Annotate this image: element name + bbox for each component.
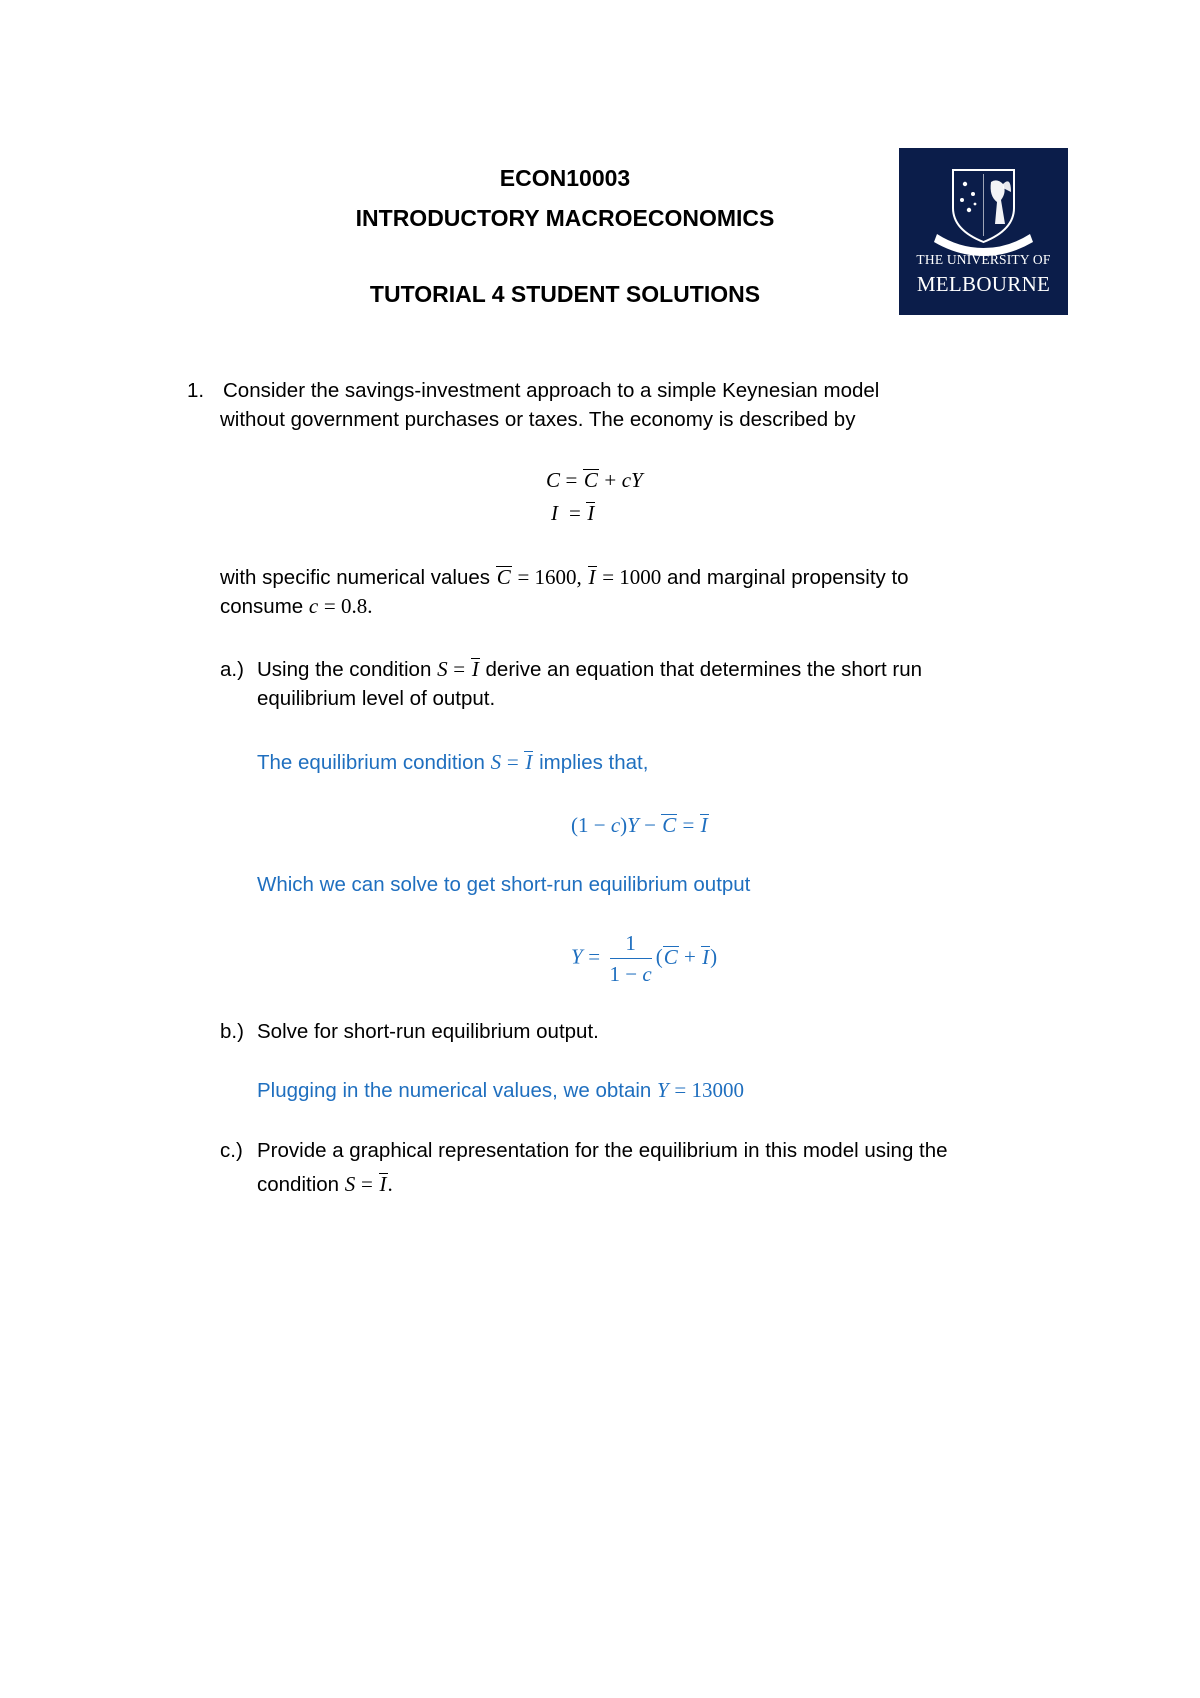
crest-icon xyxy=(899,148,1068,258)
part-a-question-line1: Using the condition S = I derive an equation that determines the short run xyxy=(257,657,922,681)
question-intro-line1: Consider the savings-investment approach to a simple Keynesian model xyxy=(223,379,880,402)
question-number: 1. xyxy=(187,379,205,402)
part-c-label: c.) xyxy=(220,1139,243,1162)
part-c-question-line1: Provide a graphical representation for the equilibrium in this model using the xyxy=(257,1139,948,1162)
part-c-question-line2: condition S = I. xyxy=(257,1172,393,1196)
part-b-label: b.) xyxy=(220,1020,244,1043)
part-a-answer-line2: Which we can solve to get short-run equilibrium output xyxy=(257,873,751,896)
course-title: INTRODUCTORY MACROECONOMICS xyxy=(355,205,775,231)
output-multiplier-fraction: $\frac{1}{1 - c}$ xyxy=(609,931,652,986)
part-a-answer-line1: The equilibrium condition S = I implies that, xyxy=(257,750,649,774)
part-a-question-line2: equilibrium level of output. xyxy=(257,687,496,710)
consumption-equation: C = C + cY xyxy=(546,468,643,492)
document-title: TUTORIAL 4 STUDENT SOLUTIONS xyxy=(369,281,761,307)
question-intro-line2: without government purchases or taxes. The economy is described by xyxy=(220,408,856,431)
equilibrium-output-formula: Y = $\frac{1}{1 - c}$ (C + I) xyxy=(571,931,718,986)
numerical-values-line2: consume c = 0.8. xyxy=(220,594,373,618)
university-logo xyxy=(899,148,1068,315)
part-b-answer: Plugging in the numerical values, we obtain Y = 13000 xyxy=(257,1078,744,1102)
investment-equation: I = I xyxy=(551,501,595,525)
document-header xyxy=(220,158,910,314)
course-code: ECON10003 xyxy=(499,165,631,191)
logo-text-line2: MELBOURNE xyxy=(916,272,1051,296)
equilibrium-condition-equation: (1 − c)Y − C = I xyxy=(571,813,708,837)
part-a-label: a.) xyxy=(220,658,244,681)
numerical-values-line1: with specific numerical values C = 1600, I = 1000 and marginal propensity to xyxy=(220,565,909,589)
logo-text-line1: THE UNIVERSITY OF xyxy=(916,252,1051,267)
part-b-question: Solve for short-run equilibrium output. xyxy=(257,1020,599,1043)
